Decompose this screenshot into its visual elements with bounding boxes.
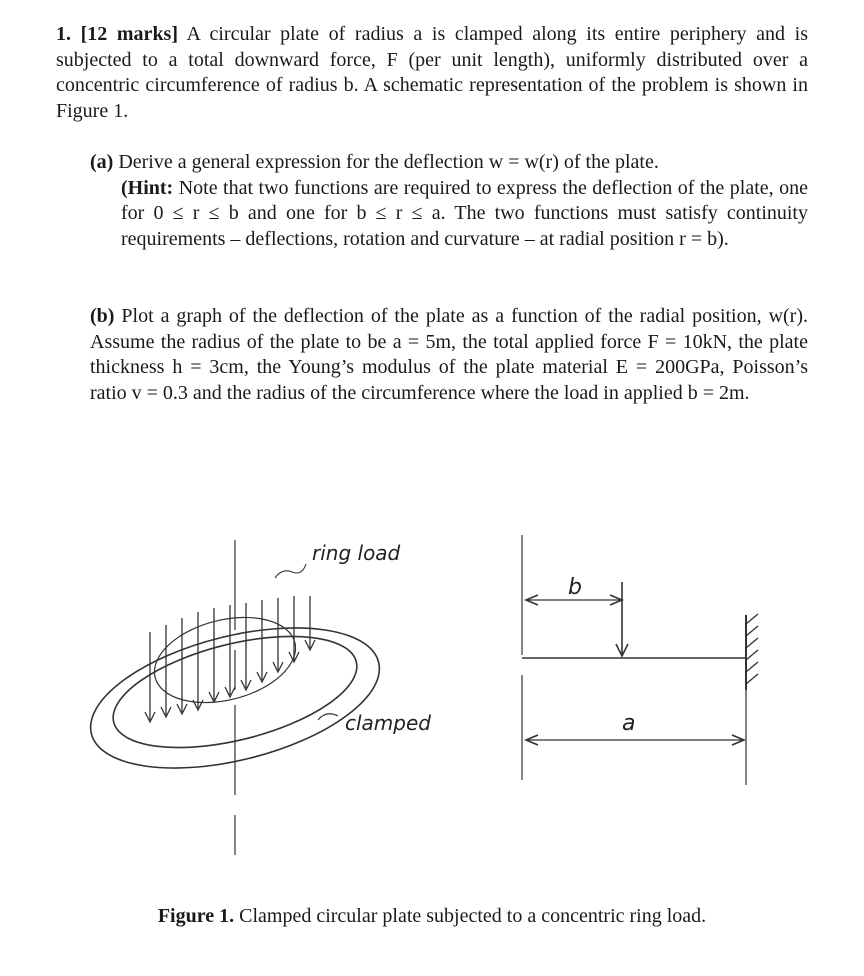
- section-sketch: [522, 535, 758, 785]
- part-a-text: Derive a general expression for the deflection w = w(r) of the plate.: [118, 151, 659, 173]
- a-dimension-label: a: [622, 711, 636, 736]
- b-dimension-label: b: [568, 575, 582, 600]
- hint-label: (Hint:: [121, 176, 174, 199]
- ring-load-label: ring load: [312, 541, 401, 565]
- question-intro: A circular plate of radius a is clamped along its entire periphery and is subjected to a total downward force, F (per unit length), uniformly distributed over a concentric circumference of radius b. A schematic representation of the problem is shown in Figure 1.: [56, 23, 809, 122]
- figure-caption-label: Figure 1.: [157, 905, 235, 927]
- part-b: [90, 304, 808, 406]
- part-a-hint: [90, 176, 808, 253]
- load-arrows: [145, 596, 315, 722]
- clamped-label: clamped: [345, 711, 431, 735]
- part-a: [90, 150, 808, 252]
- part-a-label: (a): [90, 151, 114, 173]
- schematic-figure: [70, 520, 790, 860]
- hint-text: Note that two functions are required to express the deflection of the plate, one for 0 ≤ r ≤ b and one for b ≤ r ≤ a. The two functions must satisfy continuity requirements – deflections, rotation and curvature – at radial position r = b).: [121, 176, 808, 250]
- question-header: [56, 22, 808, 124]
- figure-caption-text: Clamped circular plate subjected to a concentric ring load.: [239, 905, 707, 927]
- part-b-label: (b): [90, 305, 115, 327]
- question-number: 1.: [56, 23, 71, 45]
- plate-sketch: [76, 540, 393, 860]
- clamped-hatch: [746, 614, 758, 684]
- figure-caption: [0, 905, 864, 928]
- part-b-text: Plot a graph of the deflection of the plate as a function of the radial position, w(r). Assume the radius of the plate to be a = 5m, the total applied force F = 10kN, the plate thickness h = 3cm, the Young’s modulus of the plate material E = 200GPa, Poisson’s ratio v = 0.3 and the radius of the circumference where the load in applied b = 2m.: [90, 305, 808, 404]
- question-marks: [12 marks]: [80, 23, 179, 45]
